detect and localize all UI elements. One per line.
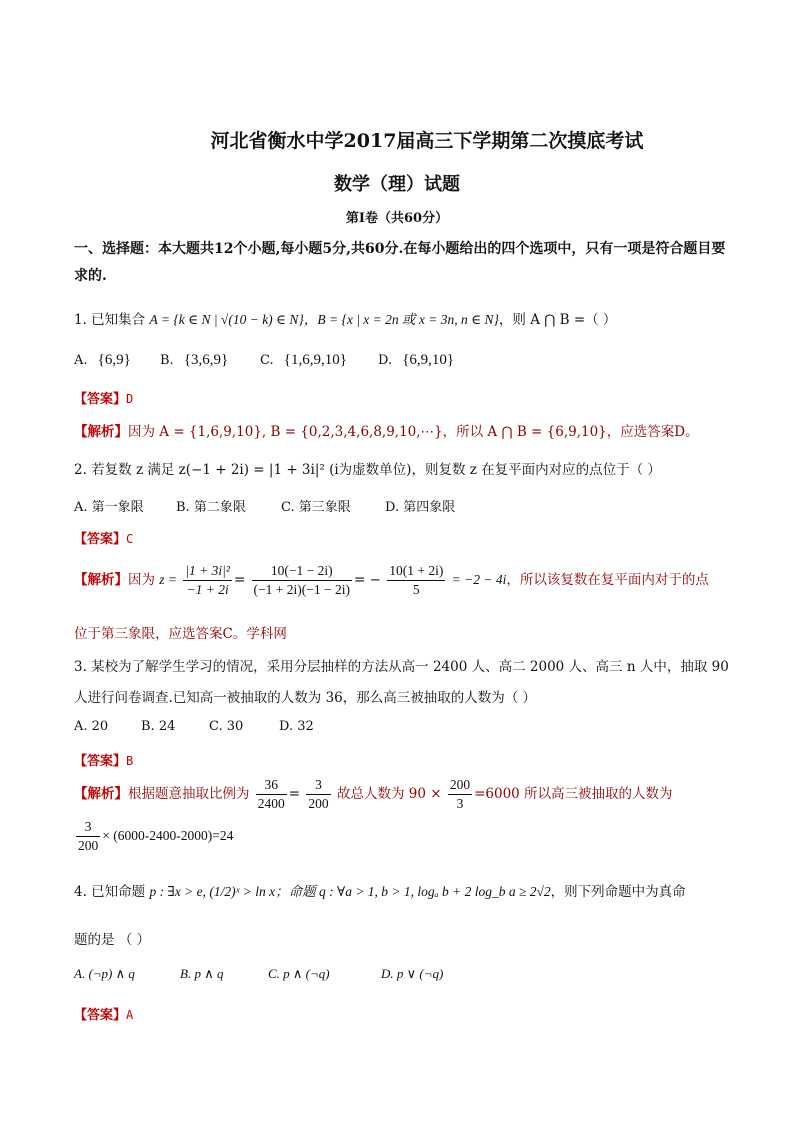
q1-prefix: 1. 已知集合 bbox=[74, 312, 146, 328]
q4-q-expr: ；命题 q : ∀a > 1, b > 1, logₐ b + 2 log_b a ≥ 2√2 bbox=[275, 884, 551, 899]
q1-option-a-label: A. bbox=[74, 353, 88, 368]
q2-explain-c: 位于第三象限，应选答案C。学科网 bbox=[74, 626, 287, 642]
q2-option-c: C. 第三象限 bbox=[281, 500, 351, 515]
q3-explain-c: =6000 所以高三被抽取的人数为 bbox=[474, 786, 673, 802]
q1-explanation bbox=[74, 420, 699, 440]
q1-set-a: A = {k ∈ N | √(10 − k) ∈ N} bbox=[149, 312, 304, 327]
q4-option-d: D. p ∨ (¬q) bbox=[381, 966, 444, 981]
q3-stem-line1: 3. 某校为了解学生学习的情况，采用分层抽样的方法从高一 2400 人、高二 2000 人、高三 n 人中，抽取 90 bbox=[74, 659, 729, 675]
q3-frac-4 bbox=[76, 818, 100, 855]
exam-title: 河北省衡水中学2017届高三下学期第二次摸底考试 bbox=[210, 130, 644, 152]
q3-explain-line2 bbox=[74, 818, 233, 855]
q1-option-d bbox=[378, 352, 454, 369]
q1-option-b-label: B. bbox=[160, 353, 174, 368]
q4-stem-line2: 题的是 （ ） bbox=[74, 932, 151, 948]
q3-frac-1-num: 36 bbox=[256, 776, 287, 795]
q2-explain-a: 因为 bbox=[128, 572, 155, 588]
q3-frac-2-num: 3 bbox=[306, 776, 330, 795]
part-heading: 第Ⅰ卷（共60分） bbox=[345, 211, 449, 226]
q3-answer-tag: 【答案】 bbox=[74, 754, 127, 769]
q2-frac-3 bbox=[387, 562, 445, 599]
q2-explain-b: ，所以该复数在复平面内对于的点 bbox=[506, 572, 709, 588]
q1-option-c-label: C. bbox=[260, 353, 274, 368]
q4-option-b: B. p ∧ q bbox=[180, 966, 224, 981]
q2-answer-value: C bbox=[126, 532, 134, 546]
q1-explain-tag: 【解析】 bbox=[74, 424, 128, 440]
q1-option-a-value: {6,9} bbox=[97, 352, 131, 368]
question-1-stem bbox=[74, 308, 616, 328]
q1-option-b-value: {3,6,9} bbox=[183, 352, 229, 368]
q2-option-d: D. 第四象限 bbox=[385, 500, 456, 515]
q3-option-c: C. 30 bbox=[209, 719, 244, 734]
q2-eq-lhs: z = bbox=[159, 572, 178, 587]
q1-suffix: ，则 A ⋂ B =（ ） bbox=[498, 312, 617, 328]
question-2-stem: 2. 若复数 z 满足 z(−1 + 2i) = |1 + 3i|² (i为虚数单位)，则复数 z 在复平面内对应的点位于（ ） bbox=[74, 462, 661, 478]
q2-frac-2 bbox=[252, 562, 352, 599]
q3-option-d: D. 32 bbox=[279, 719, 314, 734]
q2-explain-tag: 【解析】 bbox=[74, 572, 128, 588]
section-heading: 一、选择题：本大题共12个小题,每小题5分,共60分.在每小题给出的四个选项中，只有一项是符合题目要求的. bbox=[74, 241, 726, 284]
q3-explain-a: 根据题意抽取比例为 bbox=[128, 786, 250, 802]
q3-stem-line2: 人进行问卷调查.已知高一被抽取的人数为 36，那么高三被抽取的人数为（ ） bbox=[74, 690, 537, 706]
q4-option-a: A. (¬p) ∧ q bbox=[74, 966, 135, 981]
q2-frac-2-den: (−1 + 2i)(−1 − 2i) bbox=[253, 582, 350, 597]
q4-p-expr: p : ∃x > e, (1/2)ˣ > ln x bbox=[149, 884, 276, 899]
q3-answer bbox=[74, 750, 133, 769]
q4-answer bbox=[74, 1004, 133, 1023]
q3-option-b: B. 24 bbox=[141, 719, 176, 734]
q1-option-c-value: {1,6,9,10} bbox=[283, 352, 347, 368]
q2-frac-1-den: −1 + 2i bbox=[186, 582, 229, 597]
q1-answer-tag: 【答案】 bbox=[74, 392, 127, 407]
q1-explain-text: 因为 A = {1,6,9,10}, B = {0,2,3,4,6,8,9,10,⋯}，所以 A ⋂ B = {6,9,10}，应选答案D。 bbox=[128, 424, 699, 440]
q4-line1b: ，则下列命题中为真命 bbox=[550, 884, 686, 900]
q2-explanation: 【解析】因为 z = $\frac{\text{|1 + 3i|²}}{-1 + 2i}$ = $\frac{10(-1 - 2i)}{(-1 + 2i)(-1 - 2i)}$ = − $\frac{10(1 + 2i)}{5}$ = −2 − 4i，所以该复数在复平面内对于的点 bbox=[74, 563, 709, 597]
q1-answer-value: D bbox=[126, 392, 134, 406]
q2-frac-1-num: |1 + 3i|² bbox=[183, 562, 232, 581]
q3-frac-3-num: 200 bbox=[448, 776, 472, 795]
q3-frac-2-den: 200 bbox=[308, 796, 329, 811]
q2-option-a: A. 第一象限 bbox=[74, 500, 144, 515]
q1-option-b bbox=[160, 352, 228, 369]
q3-frac-4-num: 3 bbox=[76, 818, 100, 837]
q2-answer-tag: 【答案】 bbox=[74, 532, 127, 547]
q1-set-b: ，B = {x | x = 2n 或 x = 3n, n ∈ N} bbox=[303, 312, 499, 327]
q1-answer bbox=[74, 388, 133, 407]
q4-line1a: 4. 已知命题 bbox=[74, 884, 146, 900]
q2-eq-tail: = −2 − 4i bbox=[451, 572, 507, 587]
q2-option-b: B. 第二象限 bbox=[176, 500, 246, 515]
q4-option-c: C. p ∧ (¬q) bbox=[268, 966, 330, 981]
q3-explain-b: 故总人数为 90 × bbox=[336, 786, 442, 802]
q3-frac-2 bbox=[306, 776, 330, 813]
q3-frac-1 bbox=[256, 776, 287, 813]
q4-stem-line1 bbox=[74, 880, 686, 900]
exam-subtitle: 数学（理）试题 bbox=[334, 174, 460, 195]
q2-frac-3-den: 5 bbox=[412, 582, 420, 597]
q4-answer-tag: 【答案】 bbox=[74, 1008, 127, 1023]
q3-explain-tag: 【解析】 bbox=[74, 786, 128, 802]
q2-frac-3-num: 10(1 + 2i) bbox=[387, 562, 445, 581]
q1-option-c bbox=[260, 352, 347, 369]
q3-frac-4-den: 200 bbox=[78, 838, 99, 853]
q3-option-a: A. 20 bbox=[74, 719, 109, 734]
q2-frac-1 bbox=[183, 562, 232, 599]
q3-frac-3 bbox=[448, 776, 472, 813]
q2-frac-2-num: 10(−1 − 2i) bbox=[252, 562, 352, 581]
q3-answer-value: B bbox=[126, 754, 134, 768]
q1-option-a bbox=[74, 352, 131, 369]
q4-answer-value: A bbox=[126, 1008, 134, 1022]
q1-option-d-label: D. bbox=[378, 353, 393, 368]
q1-option-d-value: {6,9,10} bbox=[402, 352, 455, 368]
q2-answer bbox=[74, 528, 133, 547]
q3-explanation: 【解析】根据题意抽取比例为 $\frac{36}{2400}$ = $\frac{3}{200}$ 故总人数为 90 × $\frac{200}{3}$ =6000 所以高三被抽取的人数为 bbox=[74, 777, 673, 811]
q3-explain-d: × (6000-2400-2000)=24 bbox=[102, 828, 234, 843]
q3-frac-1-den: 2400 bbox=[257, 796, 285, 811]
q3-frac-3-den: 3 bbox=[456, 796, 464, 811]
